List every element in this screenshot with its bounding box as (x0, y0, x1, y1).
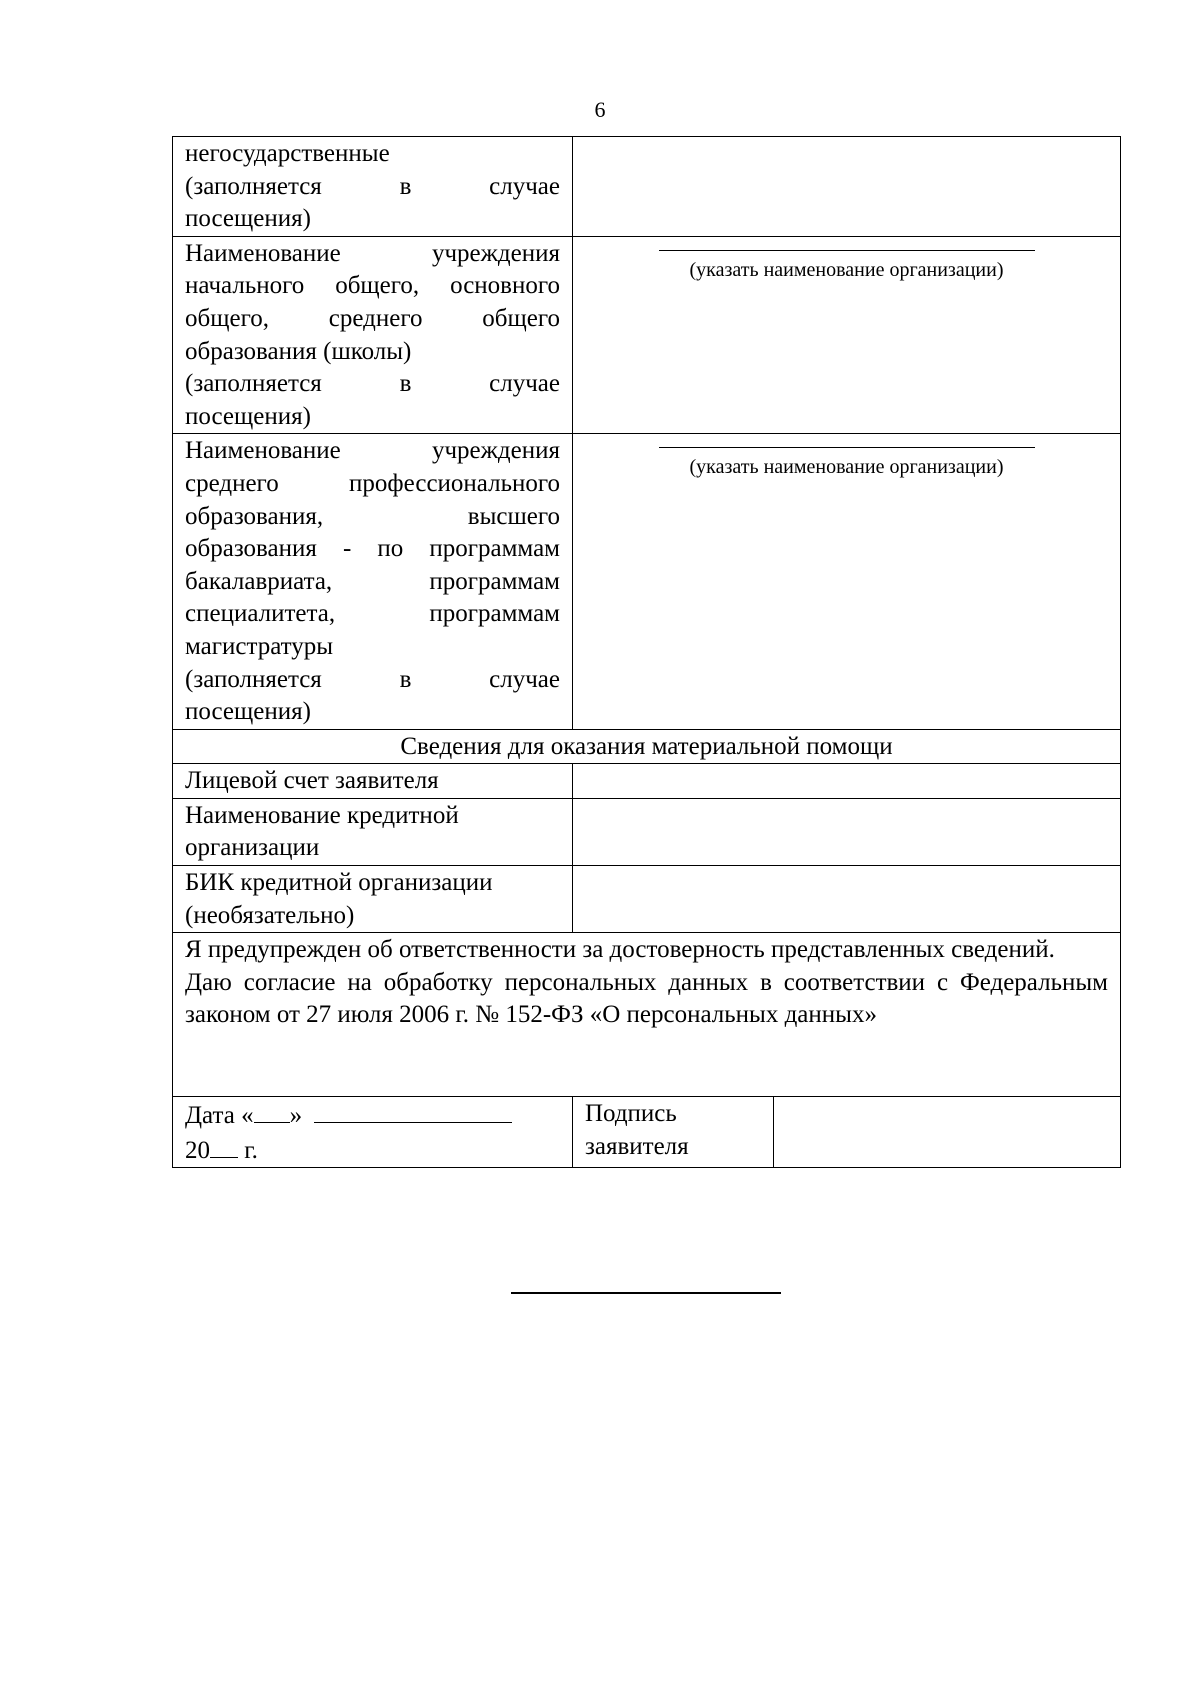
row-bank-name (173, 798, 1121, 865)
year-blank[interactable] (210, 1133, 238, 1158)
fill-caption: (указать наименование организации) (689, 456, 1004, 479)
label-line: (заполняется в случае (185, 172, 560, 200)
row-account (173, 764, 1121, 799)
fill-line (659, 447, 1035, 448)
label-line: магистратуры (185, 632, 334, 660)
label-line: посещения) (185, 205, 311, 233)
row-higher (173, 434, 1121, 729)
label-account: Лицевой счет заявителя (173, 764, 573, 799)
day-blank[interactable] (254, 1098, 290, 1123)
label-line: (заполняется в случае (185, 665, 560, 693)
fill-caption: (указать наименование организации) (689, 258, 1004, 281)
row-nongov (173, 137, 1121, 237)
input-bank-name[interactable] (573, 798, 1121, 865)
page-number: 6 (594, 97, 606, 122)
signature-label-line: заявителя (585, 1132, 689, 1160)
date-cell (173, 1097, 573, 1168)
label-bik (173, 866, 573, 933)
input-nongov[interactable] (573, 137, 1121, 237)
label-line: посещения) (185, 698, 311, 726)
label-line: Наименование учреждения (185, 437, 560, 465)
consent-agreement: Даю согласие на обработку персональных данных в соответствии с Федеральным законом от 27 июля 2006 г. № 152-ФЗ «О персональных данных» (185, 968, 1108, 1029)
label-nongov (173, 137, 573, 237)
label-school (173, 236, 573, 434)
label-line: Наименование учреждения (185, 239, 560, 267)
label-line: специалитета, программам (185, 600, 560, 628)
input-bik[interactable] (573, 866, 1121, 933)
signature-label-line: Подпись (585, 1100, 677, 1128)
label-line: (заполняется в случае (185, 370, 560, 398)
label-line: среднего профессионального (185, 469, 560, 497)
label-line: образования - по программам (185, 535, 560, 563)
label-line: Наименование кредитной (185, 801, 459, 829)
fill-line (659, 250, 1035, 251)
label-line: начального общего, основного (185, 272, 560, 300)
label-line: образования (школы) (185, 337, 412, 365)
year-prefix: 20 (185, 1136, 210, 1164)
signature-input[interactable] (774, 1097, 1121, 1168)
row-date-signature (173, 1097, 1121, 1168)
closing-rule (511, 1292, 781, 1294)
date-prefix: Дата « (185, 1102, 254, 1130)
label-line: общего, среднего общего (185, 304, 560, 332)
input-school[interactable] (573, 236, 1121, 434)
row-section-heading (173, 729, 1121, 764)
year-suffix: г. (244, 1136, 258, 1164)
label-line: организации (185, 834, 320, 862)
consent-warning: Я предупрежден об ответственности за достоверность представленных сведений. (185, 936, 1055, 964)
label-line: негосударственные (185, 140, 390, 167)
section-heading: Сведения для оказания материальной помощи (173, 729, 1121, 764)
date-mid: » (289, 1102, 303, 1130)
row-school (173, 236, 1121, 434)
label-bank-name (173, 798, 573, 865)
signature-label-cell (573, 1097, 774, 1168)
label-line: образования, высшего (185, 502, 560, 530)
row-consent (173, 933, 1121, 1097)
label-line: БИК кредитной организации (185, 869, 493, 897)
input-account[interactable] (573, 764, 1121, 799)
label-line: (необязательно) (185, 901, 355, 929)
row-bik (173, 866, 1121, 933)
label-line: бакалавриата, программам (185, 567, 560, 595)
consent-block (173, 933, 1121, 1097)
label-line: посещения) (185, 402, 311, 430)
application-form-table (172, 136, 1121, 1168)
month-blank[interactable] (314, 1098, 512, 1123)
input-higher[interactable] (573, 434, 1121, 729)
label-higher (173, 434, 573, 729)
